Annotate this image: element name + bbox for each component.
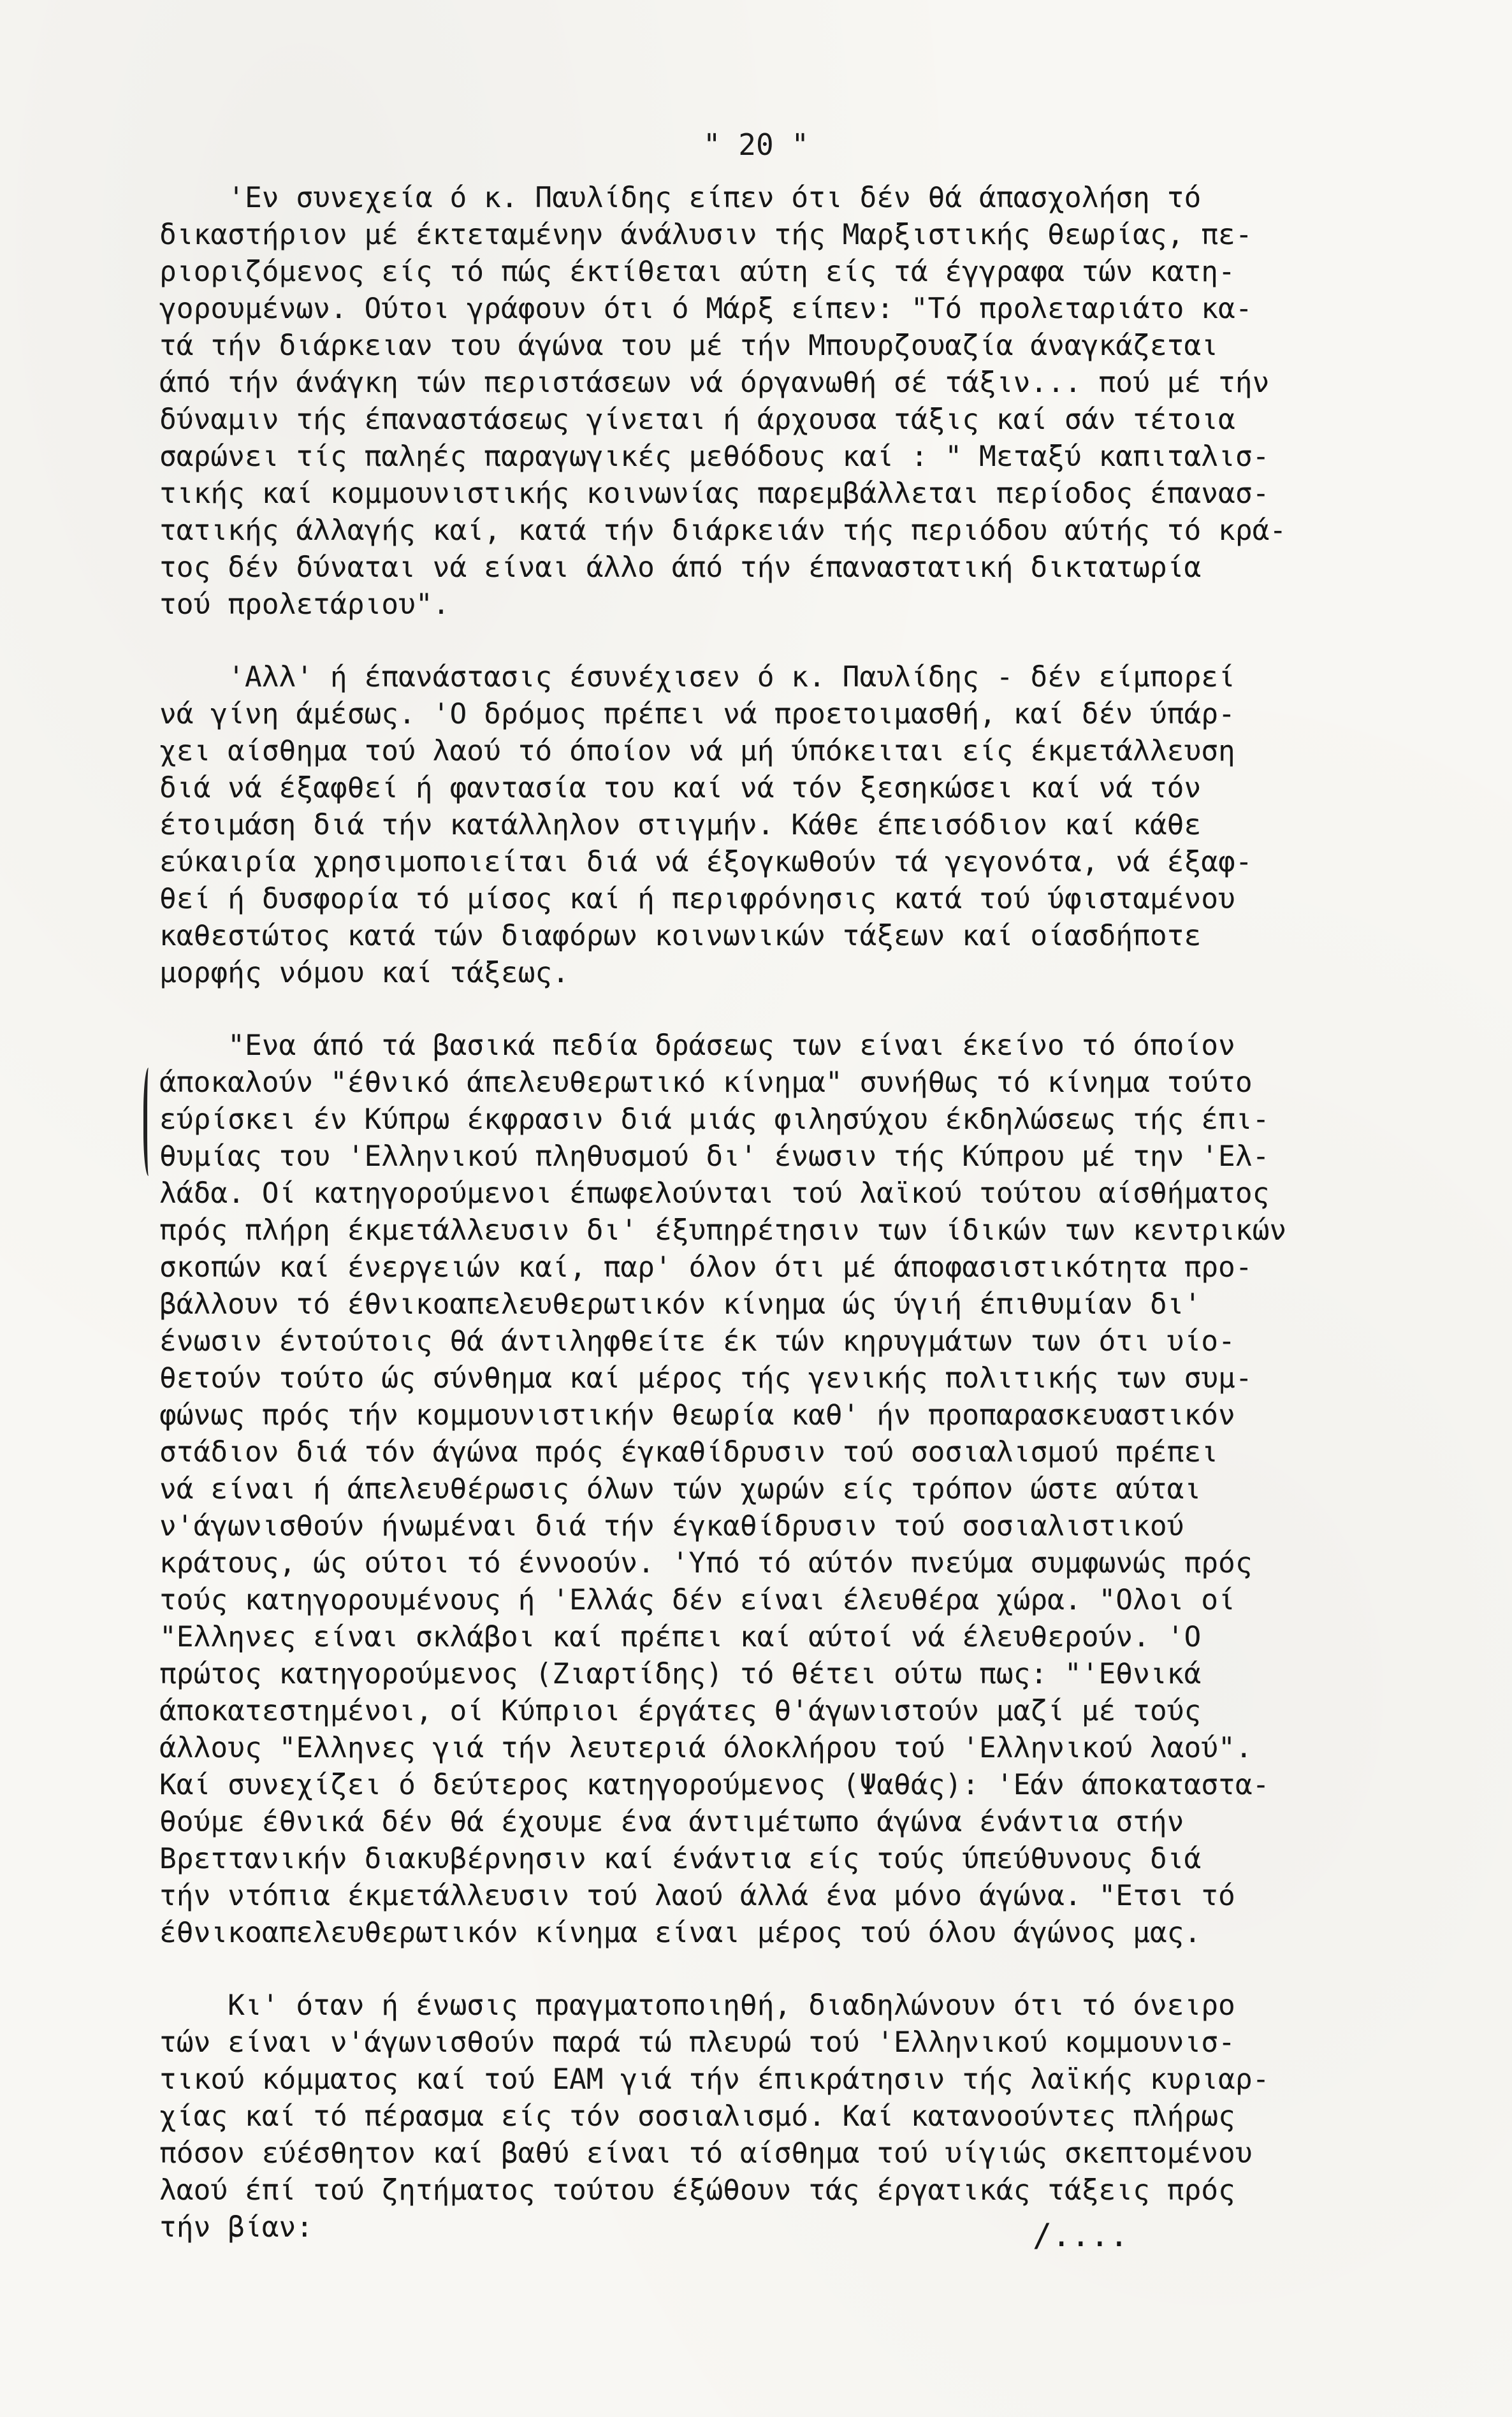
text-line: εύκαιρία χρησιμοποιείται διά νά έξογκωθούν τά γεγονότα, νά έξαφ- [159, 846, 1253, 878]
text-line: ν'άγωνισθούν ήνωμέναι διά τήν έγκαθίδρυσιν τού σοσιαλιστικού [159, 1510, 1184, 1542]
text-line: μορφής νόμου καί τάξεως. [159, 957, 569, 989]
text-line: νά είναι ή άπελευθέρωσις όλων τών χωρών είς τρόπον ώστε αύται [159, 1473, 1202, 1506]
text-line: εύρίσκει έν Κύπρω έκφρασιν διά μιάς φιλησύχου έκδηλώσεως τής έπι- [159, 1103, 1270, 1136]
page-number: " 20 " [702, 127, 810, 162]
paragraph-gap [159, 623, 1390, 659]
text-line: φώνως πρός τήν κομμουνιστικήν θεωρία καθ' ήν προπαρασκευαστικόν [159, 1399, 1235, 1432]
text-line: τικής καί κομμουνιστικής κοινωνίας παρεμβάλλεται περίοδος έπανασ- [159, 477, 1270, 510]
text-line: θούμε έθνικά δέν θά έχουμε ένα άντιμέτωπο άγώνα ένάντια στήν [159, 1806, 1184, 1838]
text-line: θυμίας του 'Ελληνικού πληθυσμού δι' ένωσιν τής Κύπρου μέ την 'Ελ- [159, 1140, 1270, 1173]
margin-bracket-mark [143, 1068, 156, 1176]
text-line: πόσον εύέσθητον καί βαθύ είναι τό αίσθημα τού υίγιώς σκεπτομένου [159, 2137, 1253, 2170]
continuation-mark: /.... [1033, 2217, 1129, 2254]
text-line: τά τήν διάρκειαν του άγώνα του μέ τήν Μπουρζουαζία άναγκάζεται [159, 330, 1219, 362]
text-line: διά νά έξαφθεί ή φαντασία του καί νά τόν ξεσηκώσει καί νά τόν [159, 772, 1202, 804]
text-line: Καί συνεχίζει ό δεύτερος κατηγορούμενος (Ψαθάς): 'Εάν άποκαταστα- [159, 1769, 1270, 1801]
text-line: ένωσιν έντούτοις θά άντιληφθείτε έκ τών κηρυγμάτων των ότι υίο- [159, 1325, 1235, 1358]
text-line: τος δέν δύναται νά είναι άλλο άπό τήν έπαναστατική δικτατωρία [159, 551, 1202, 584]
text-line: Βρεττανικήν διακυβέρνησιν καί ένάντια είς τούς ύπεύθυνους διά [159, 1843, 1202, 1875]
text-line: Κι' όταν ή ένωσις πραγματοποιηθή, διαδηλώνουν ότι τό όνειρο [159, 1989, 1235, 2022]
text-line: σκοπών καί ένεργειών καί, παρ' όλον ότι μέ άποφασιστικότητα προ- [159, 1251, 1253, 1284]
paragraph-3 [159, 1027, 1390, 1952]
text-line: στάδιον διά τόν άγώνα πρός έγκαθίδρυσιν τού σοσιαλισμού πρέπει [159, 1436, 1219, 1469]
text-line: έτοιμάση διά τήν κατάλληλον στιγμήν. Κάθε έπεισόδιον καί κάθε [159, 809, 1202, 841]
text-line: τούς κατηγορουμένους ή 'Ελλάς δέν είναι έλευθέρα χώρα. "Ολοι οί [159, 1584, 1235, 1616]
paragraph-gap [159, 992, 1390, 1027]
paragraph-2 [159, 659, 1390, 992]
text-line: ριοριζόμενος είς τό πώς έκτίθεται αύτη είς τά έγγραφα τών κατη- [159, 256, 1235, 288]
text-line: έθνικοαπελευθερωτικόν κίνημα είναι μέρος τού όλου άγώνος μας. [159, 1917, 1202, 1949]
text-line: "Ενα άπό τά βασικά πεδία δράσεως των είναι έκείνο τό όποίον [159, 1029, 1235, 1062]
text-line: πρώτος κατηγορούμενος (Ζιαρτίδης) τό θέτει ούτω πως: "'Εθνικά [159, 1658, 1202, 1690]
text-line: νά γίνη άμέσως. 'Ο δρόμος πρέπει νά προετοιμασθή, καί δέν ύπάρ- [159, 698, 1235, 730]
text-line: άποκαλούν "έθνικό άπελευθερωτικό κίνημα" συνήθως τό κίνημα τούτο [159, 1066, 1253, 1099]
text-line: καθεστώτος κατά τών διαφόρων κοινωνικών τάξεων καί οίασδήποτε [159, 920, 1202, 952]
text-line: χει αίσθημα τού λαού τό όποίον νά μή ύπόκειται είς έκμετάλλευση [159, 735, 1235, 767]
text-line: 'Εν συνεχεία ό κ. Παυλίδης είπεν ότι δέν θά άπασχολήση τό [159, 182, 1202, 214]
text-line: δύναμιν τής έπαναστάσεως γίνεται ή άρχουσα τάξις καί σάν τέτοια [159, 403, 1235, 436]
text-line: κράτους, ώς ούτοι τό έννοούν. 'Υπό τό αύτόν πνεύμα συμφωνώς πρός [159, 1547, 1253, 1579]
text-line: τικού κόμματος καί τού ΕΑΜ γιά τήν έπικράτησιν τής λαϊκής κυριαρ- [159, 2063, 1270, 2096]
paragraph-gap [159, 1952, 1390, 1987]
text-line: τού προλετάριου". [159, 588, 450, 621]
text-line: πρός πλήρη έκμετάλλευσιν δι' έξυπηρέτησιν των ίδικών των κεντρικών [159, 1214, 1287, 1247]
text-line: άλλους "Ελληνες γιά τήν λευτεριά όλοκλήρου τού 'Ελληνικού λαού". [159, 1732, 1253, 1764]
text-line: τατικής άλλαγής καί, κατά τήν διάρκειάν τής περιόδου αύτής τό κρά- [159, 514, 1287, 547]
text-line: σαρώνει τίς παληές παραγωγικές μεθόδους καί : " Μεταξύ καπιταλισ- [159, 440, 1270, 473]
text-line: θεί ή δυσφορία τό μίσος καί ή περιφρόνησις κατά τού ύφισταμένου [159, 883, 1235, 915]
text-line: βάλλουν τό έθνικοαπελευθερωτικόν κίνημα ώς ύγιή έπιθυμίαν δι' [159, 1288, 1202, 1321]
text-line: λάδα. Οί κατηγορούμενοι έπωφελούνται τού λαϊκού τούτου αίσθήματος [159, 1177, 1270, 1210]
text-line: άπό τήν άνάγκη τών περιστάσεων νά όργανωθή σέ τάξιν... πού μέ τήν [159, 367, 1270, 399]
text-line: τών είναι ν'άγωνισθούν παρά τώ πλευρώ τού 'Ελληνικού κομμουνισ- [159, 2026, 1235, 2059]
text-line: δικαστήριον μέ έκτεταμένην άνάλυσιν τής Μαρξιστικής θεωρίας, πε- [159, 219, 1253, 251]
body-text [159, 180, 1390, 2246]
paragraph-4 [159, 1987, 1390, 2246]
text-line: "Ελληνες είναι σκλάβοι καί πρέπει καί αύτοί νά έλευθερούν. 'Ο [159, 1621, 1202, 1653]
text-line: τήν ντόπια έκμετάλλευσιν τού λαού άλλά ένα μόνο άγώνα. "Ετσι τό [159, 1880, 1235, 1912]
paragraph-1 [159, 180, 1390, 623]
text-line: τήν βίαν: [159, 2211, 314, 2244]
text-line: γορουμένων. Ούτοι γράφουν ότι ό Μάρξ είπεν: "Τό προλεταριάτο κα- [159, 293, 1253, 325]
text-line: 'Αλλ' ή έπανάστασις έσυνέχισεν ό κ. Παυλίδης - δέν είμπορεί [159, 661, 1235, 693]
text-line: χίας καί τό πέρασμα είς τόν σοσιαλισμό. Καί κατανοούντες πλήρως [159, 2100, 1235, 2133]
text-line: λαού έπί τού ζητήματος τούτου έξώθουν τάς έργατικάς τάξεις πρός [159, 2174, 1235, 2207]
text-line: θετούν τούτο ώς σύνθημα καί μέρος τής γενικής πολιτικής των συμ- [159, 1362, 1253, 1395]
text-line: άποκατεστημένοι, οί Κύπριοι έργάτες θ'άγωνιστούν μαζί μέ τούς [159, 1695, 1202, 1727]
